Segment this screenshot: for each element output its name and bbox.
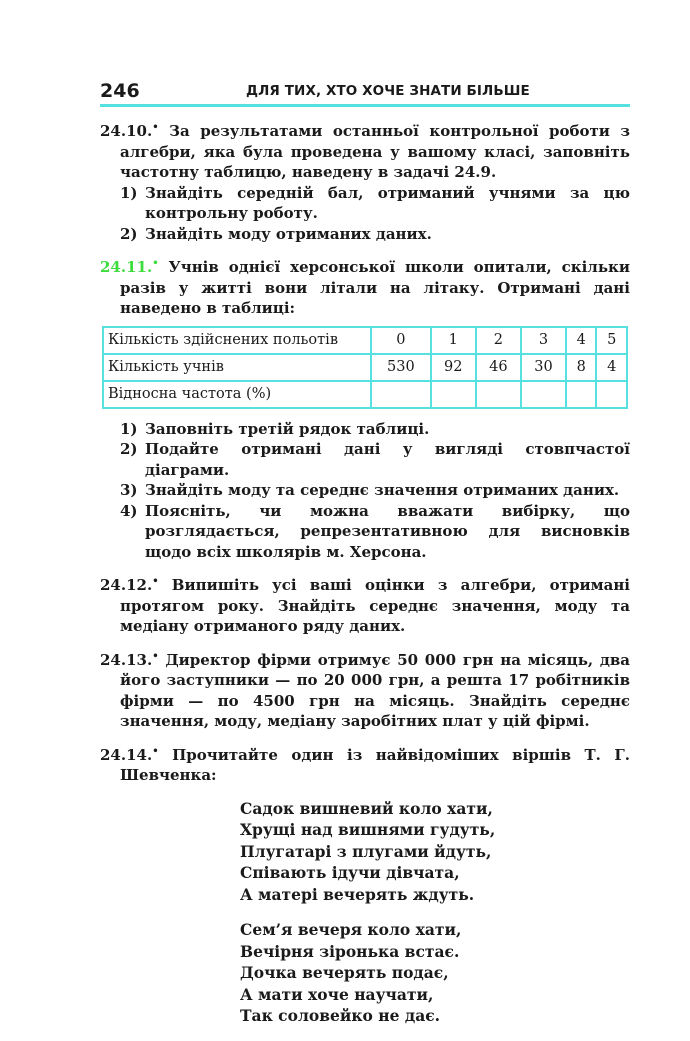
problem-text: Учнів однієї херсонської школи опитали, скільки разів у житті вони літали на літаку. Отримані дані наведено в таблиці: xyxy=(120,258,630,317)
sub-item-number: 2) xyxy=(120,224,138,243)
table-cell: 46 xyxy=(476,354,521,381)
table-cell: Кількість учнів xyxy=(103,354,371,381)
difficulty-mark: • xyxy=(152,745,159,757)
table-cell: 30 xyxy=(521,354,566,381)
sub-item-text: Знайдіть середній бал, отриманий учнями за цю контрольну роботу. xyxy=(145,183,630,222)
problem-text: За результатами останньої контрольної роботи з алгебри, яка була проведена у вашому класі, заповніть частотну таблицю, наведену в задачі 24.9. xyxy=(120,122,630,181)
poem-line: Дочка вечерять подає, xyxy=(240,963,449,982)
sub-item-text: Подайте отримані дані у вигляді стовпчастої діаграми. xyxy=(145,440,630,479)
poem-stanza xyxy=(240,919,630,1027)
flights-table xyxy=(102,326,628,409)
problem-text: Директор фірми отримує 50 000 грн на місяць, два його заступники — по 20 000 грн, а решта 17 робітників фірми — по 4500 грн на місяць. Знайдіть середнє значення, моду, медіану заробітних плат у цій фірмі. xyxy=(120,650,630,730)
table-cell: Відносна частота (%) xyxy=(103,381,371,408)
table-cell: 530 xyxy=(371,354,431,381)
table-cell: 4 xyxy=(596,354,627,381)
difficulty-mark: • xyxy=(152,258,159,269)
sub-item xyxy=(100,224,630,245)
difficulty-mark: • xyxy=(152,122,159,133)
table-cell: 4 xyxy=(566,327,596,354)
table-cell: 3 xyxy=(521,327,566,354)
table-row xyxy=(103,327,627,354)
poem-line: А матері вечерять ждуть. xyxy=(240,884,475,904)
sub-item-number: 3) xyxy=(120,481,138,499)
page-header xyxy=(100,80,630,106)
table-cell xyxy=(476,381,521,408)
poem-line: Плугатарі з плугами йдуть, xyxy=(240,841,492,861)
problem-24-13 xyxy=(100,647,630,732)
sub-item-number: 1) xyxy=(120,419,138,438)
problem-number: 24.11. xyxy=(100,258,153,276)
sub-item-text: Заповніть третій рядок таблиці. xyxy=(145,419,430,438)
problem-text: Прочитайте один із найвідоміших віршів Т. Г. Шевченка: xyxy=(120,745,630,784)
problem-24-12 xyxy=(100,572,630,637)
problem-24-11 xyxy=(100,254,630,562)
header-rule xyxy=(100,104,630,107)
sub-item xyxy=(100,419,630,440)
poem-line: Вечірня зіронька встає. xyxy=(240,941,460,961)
table-cell: 1 xyxy=(431,327,476,354)
table-cell xyxy=(431,381,476,408)
sub-item xyxy=(100,480,630,501)
problem-24-10 xyxy=(100,118,630,244)
poem-line: Співають ідучи дівчата, xyxy=(240,863,460,882)
table-row xyxy=(103,354,627,381)
page-number: 246 xyxy=(100,80,140,102)
sub-item-text: Поясніть, чи можна вважати вибірку, що розглядається, репрезентативною для висновків щодо всіх школярів м. Херсона. xyxy=(145,501,630,561)
table-cell: 5 xyxy=(596,327,627,354)
table-row xyxy=(103,381,627,408)
poem-stanza xyxy=(240,798,630,906)
poem-line: Сем’я вечеря коло хати, xyxy=(240,920,462,939)
problem-number: 24.12. xyxy=(100,576,153,594)
problem-text: Випишіть усі ваші оцінки з алгебри, отримані протягом року. Знайдіть середнє значення, моду та медіану отриманого ряду даних. xyxy=(120,576,630,635)
table-cell: 0 xyxy=(371,327,431,354)
problem-24-14 xyxy=(100,742,630,1027)
table-cell xyxy=(566,381,596,408)
table-cell: 8 xyxy=(566,354,596,381)
poem-line: Садок вишневий коло хати, xyxy=(240,798,493,818)
sub-item-text: Знайдіть моду отриманих даних. xyxy=(145,224,432,243)
sub-item xyxy=(100,439,630,480)
sub-item-number: 1) xyxy=(120,183,138,202)
sub-item xyxy=(100,501,630,563)
sub-item xyxy=(100,183,630,224)
sub-item-text: Знайдіть моду та середнє значення отриманих даних. xyxy=(145,481,620,499)
problem-number: 24.14. xyxy=(100,745,153,764)
poem-line: А мати хоче научати, xyxy=(240,984,434,1004)
problem-number: 24.13. xyxy=(100,650,153,669)
table-cell: Кількість здійснених польотів xyxy=(103,327,371,354)
table-cell xyxy=(596,381,627,408)
difficulty-mark: • xyxy=(152,650,159,662)
running-title: ДЛЯ ТИХ, ХТО ХОЧЕ ЗНАТИ БІЛЬШЕ xyxy=(246,83,530,99)
sub-item-number: 4) xyxy=(120,501,138,520)
sub-item-number: 2) xyxy=(120,440,138,458)
page-content xyxy=(100,118,630,1041)
table-cell xyxy=(521,381,566,408)
poem-line: Хрущі над вишнями гудуть, xyxy=(240,820,496,839)
table-cell xyxy=(371,381,431,408)
table-cell: 92 xyxy=(431,354,476,381)
poem-line: Так соловейко не дає. xyxy=(240,1006,441,1025)
problem-number: 24.10. xyxy=(100,122,153,140)
poem xyxy=(240,798,630,1027)
difficulty-mark: • xyxy=(152,576,159,587)
table-cell: 2 xyxy=(476,327,521,354)
